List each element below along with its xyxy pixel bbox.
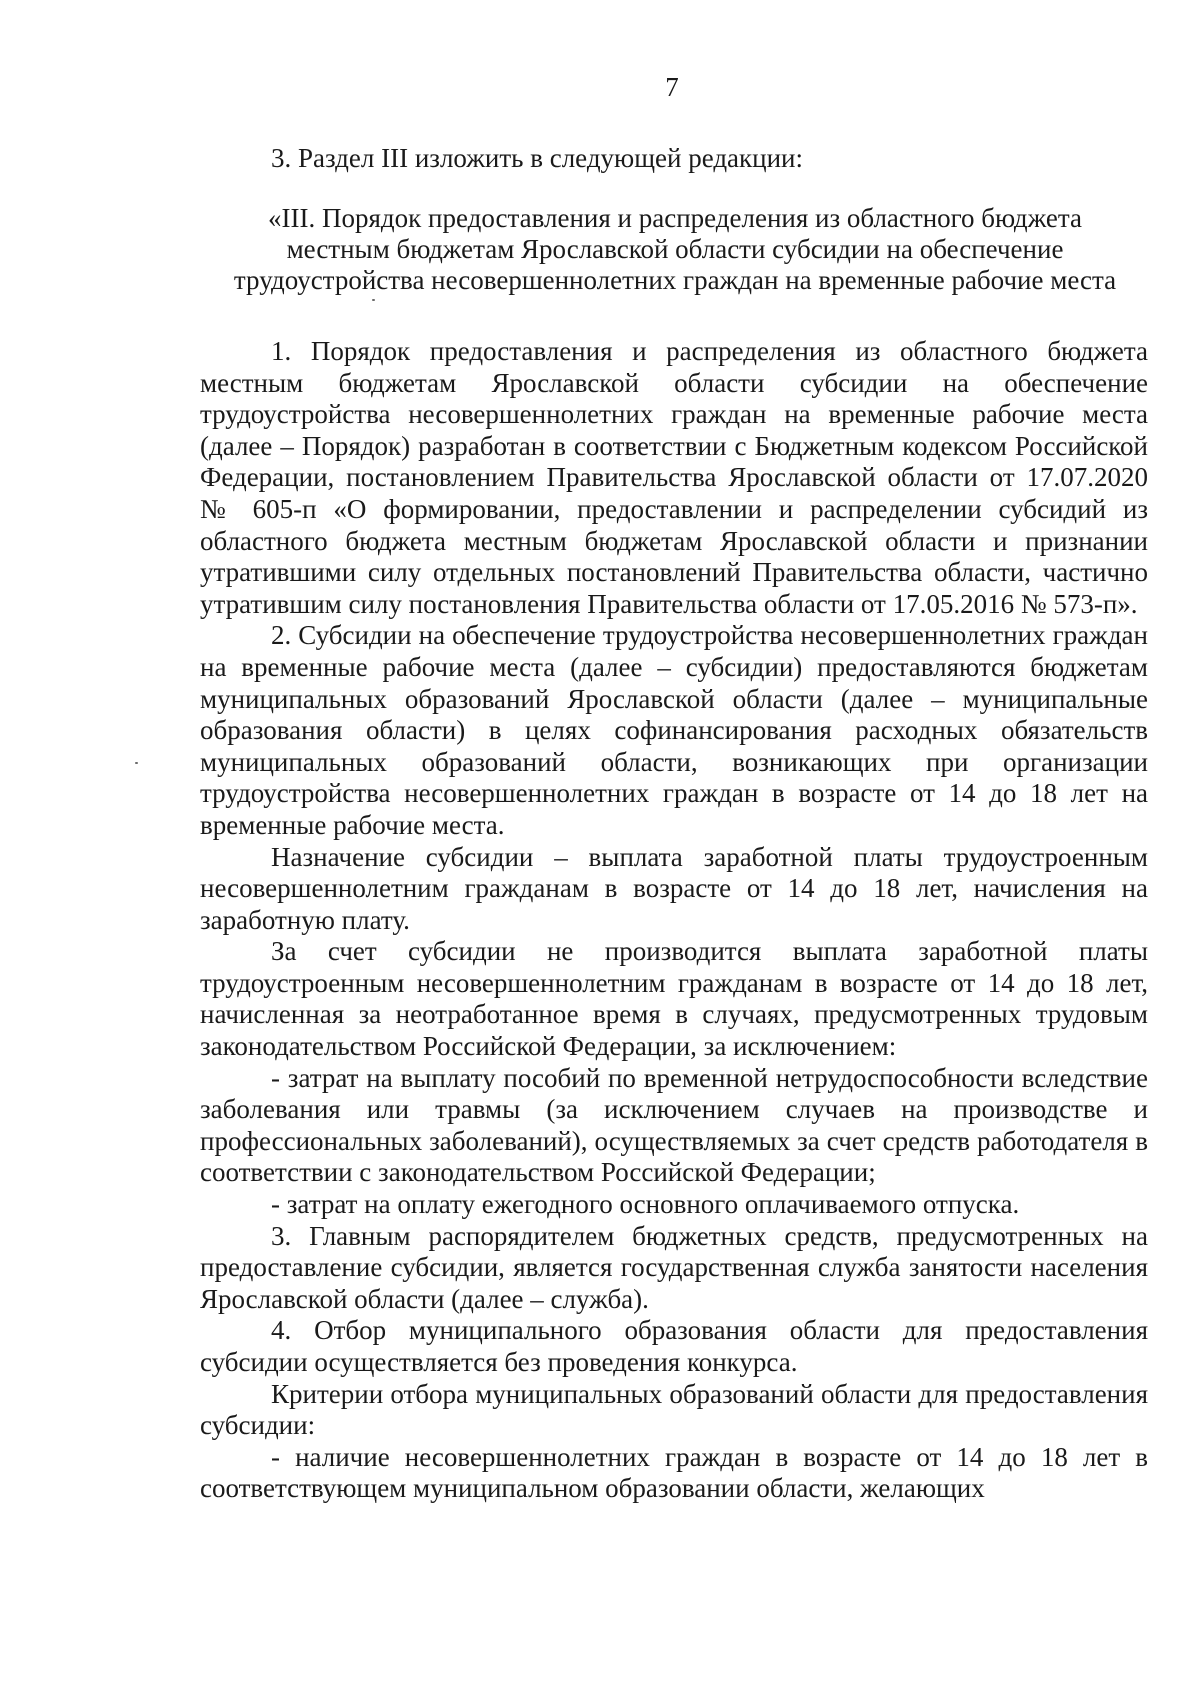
scan-speck bbox=[372, 299, 375, 301]
paragraph-1: 1. Порядок предоставления и распределения из областного бюджета местным бюджетам Ярославской области субсидии на обеспечение трудоустройства несовершеннолетних граждан на временные рабочие места (далее – Порядок) разработан в соответствии с Бюджетным кодексом Российской Федерации, постановлением Правительства Ярославской области от 17.07.2020 № 605-п «О формировании, предоставлении и распределении субсидий из областного бюджета местным бюджетам Ярославской области и признании утратившими силу отдельных постановлений Правительства области, частично утратившим силу постановления Правительства области от 17.05.2016 № 573-п». bbox=[200, 336, 1148, 619]
paragraph-9: Критерии отбора муниципальных образований области для предоставления субсидии: bbox=[200, 1378, 1148, 1441]
paragraph-2: 2. Субсидии на обеспечение трудоустройства несовершеннолетних граждан на временные рабочие места (далее – субсидии) предоставляются бюджетам муниципальных образований Ярославской области (далее – муниципальные образования области) в целях софинансирования расходных обязательств муниципальных образований области, возникающих при организации трудоустройства несовершеннолетних граждан в возрасте от 14 до 18 лет на временные рабочие места. bbox=[200, 620, 1148, 840]
paragraph-6: - затрат на оплату ежегодного основного оплачиваемого отпуска. bbox=[271, 1189, 1020, 1220]
paragraph-7: 3. Главным распорядителем бюджетных средств, предусмотренных на предоставление субсидии, является государственная служба занятости населения Ярославской области (далее – служба). bbox=[200, 1220, 1148, 1314]
document-body bbox=[200, 336, 1148, 1505]
page-number-text: 7 bbox=[665, 72, 679, 102]
heading-line-1: «III. Порядок предоставления и распределения из областного бюджета bbox=[268, 203, 1082, 233]
heading-line-2: местным бюджетам Ярославской области субсидии на обеспечение bbox=[286, 234, 1064, 264]
paragraph-5: - затрат на выплату пособий по временной нетрудоспособности вследствие заболевания или травмы (за исключением случаев на производстве и профессиональных заболеваний), осуществляемых за счет средств работодателя в соответствии с законодательством Российской Федерации; bbox=[200, 1062, 1148, 1188]
heading-line-3: трудоустройства несовершеннолетних граждан на временные рабочие места bbox=[233, 265, 1117, 295]
page-number bbox=[72, 72, 1200, 102]
amendment-intro: 3. Раздел III изложить в следующей редакции: bbox=[271, 143, 804, 173]
paragraph-10: - наличие несовершеннолетних граждан в возрасте от 14 до 18 лет в соответствующем муниципальном образовании области, желающих bbox=[200, 1441, 1148, 1504]
scan-speck bbox=[135, 762, 138, 764]
paragraph-4: За счет субсидии не производится выплата заработной платы трудоустроенным несовершеннолетним гражданам в возрасте от 14 до 18 лет, начисленная за неотработанное время в случаях, предусмотренных трудовым законодательством Российской Федерации, за исключением: bbox=[200, 936, 1148, 1062]
section-heading bbox=[200, 203, 1150, 296]
paragraph-8: 4. Отбор муниципального образования области для предоставления субсидии осуществляется без проведения конкурса. bbox=[200, 1315, 1148, 1377]
paragraph-3: Назначение субсидии – выплата заработной платы трудоустроенным несовершеннолетним гражданам в возрасте от 14 до 18 лет, начисления на заработную плату. bbox=[200, 841, 1148, 935]
